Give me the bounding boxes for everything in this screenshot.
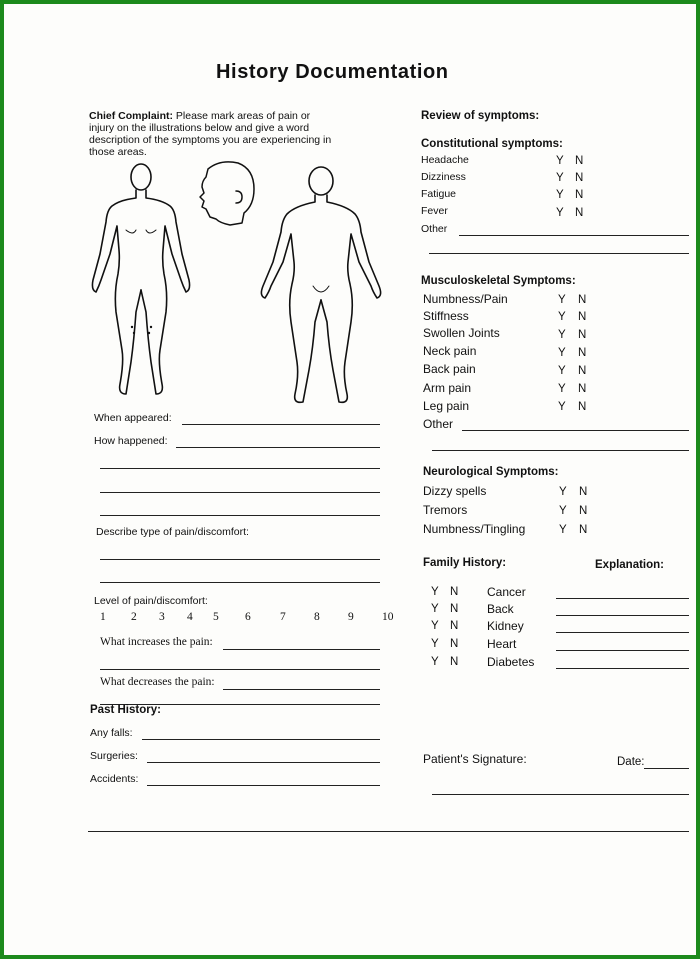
dizzy-spells-yes[interactable]: Y: [559, 486, 567, 498]
numbness-tingling-no[interactable]: N: [579, 524, 588, 536]
musculoskeletal-other-line-2[interactable]: [432, 450, 689, 451]
symptom-leg-pain: Leg pain: [423, 399, 470, 413]
date-label: Date:: [617, 756, 645, 768]
chief-complaint-label: Chief Complaint:: [89, 110, 173, 122]
fatigue-no[interactable]: N: [575, 189, 584, 201]
diabetes-explanation-input[interactable]: [556, 668, 689, 669]
pain-scale-10[interactable]: 10: [382, 611, 394, 623]
heart-yes[interactable]: Y: [431, 638, 439, 650]
dizzy-spells-no[interactable]: N: [579, 486, 588, 498]
explanation-heading: Explanation:: [595, 559, 665, 571]
pain-scale-4[interactable]: 4: [187, 611, 193, 623]
decreases-pain-label: What decreases the pain:: [100, 676, 215, 688]
symptom-neck-pain: Neck pain: [423, 344, 477, 358]
musculoskeletal-other-label: Other: [423, 417, 454, 431]
swollen-joints-yes[interactable]: Y: [558, 329, 566, 341]
numbness-pain-yes[interactable]: Y: [558, 294, 566, 306]
symptom-fever: Fever: [421, 205, 448, 217]
body-back-illustration[interactable]: [257, 166, 387, 411]
numbness-pain-no[interactable]: N: [578, 294, 587, 306]
past-history-heading: Past History:: [90, 704, 161, 716]
increases-pain-label: What increases the pain:: [100, 636, 213, 648]
diabetes-yes[interactable]: Y: [431, 656, 439, 668]
pain-scale-3[interactable]: 3: [159, 611, 165, 623]
form-page: [4, 4, 696, 955]
headache-yes[interactable]: Y: [556, 155, 564, 167]
swollen-joints-no[interactable]: N: [578, 329, 587, 341]
kidney-explanation-input[interactable]: [556, 632, 689, 633]
kidney-yes[interactable]: Y: [431, 620, 439, 632]
pain-level-label: Level of pain/discomfort:: [94, 595, 208, 607]
chief-complaint-block: [89, 110, 331, 158]
how-happened-line-2[interactable]: [100, 468, 380, 469]
cancer-no[interactable]: N: [450, 586, 459, 598]
heart-no[interactable]: N: [450, 638, 459, 650]
when-appeared-input[interactable]: [182, 424, 380, 425]
musculoskeletal-heading: Musculoskeletal Symptoms:: [421, 275, 576, 287]
back-yes[interactable]: Y: [431, 603, 439, 615]
fever-no[interactable]: N: [575, 207, 584, 219]
family-kidney: Kidney: [487, 619, 524, 633]
pain-scale-5[interactable]: 5: [213, 611, 219, 623]
describe-pain-line-2[interactable]: [100, 582, 380, 583]
leg-pain-no[interactable]: N: [578, 401, 587, 413]
symptom-swollen-joints: Swollen Joints: [423, 326, 500, 340]
back-pain-yes[interactable]: Y: [558, 365, 566, 377]
pain-scale-8[interactable]: 8: [314, 611, 320, 623]
decreases-pain-input[interactable]: [223, 689, 380, 690]
symptom-stiffness: Stiffness: [423, 309, 469, 323]
family-back: Back: [487, 602, 514, 616]
symptom-arm-pain: Arm pain: [423, 381, 472, 395]
neurological-heading: Neurological Symptoms:: [423, 466, 559, 478]
pain-scale-2[interactable]: 2: [131, 611, 137, 623]
chief-complaint-line-4: those areas.: [89, 146, 147, 158]
surgeries-input[interactable]: [147, 762, 380, 763]
increases-pain-input[interactable]: [223, 649, 380, 650]
stiffness-no[interactable]: N: [578, 311, 587, 323]
symptom-dizzy-spells: Dizzy spells: [423, 484, 487, 498]
tremors-yes[interactable]: Y: [559, 505, 567, 517]
arm-pain-no[interactable]: N: [578, 383, 587, 395]
any-falls-input[interactable]: [142, 739, 380, 740]
cancer-explanation-input[interactable]: [556, 598, 689, 599]
pain-scale-6[interactable]: 6: [245, 611, 251, 623]
how-happened-line-4[interactable]: [100, 515, 380, 516]
describe-pain-label: Describe type of pain/discomfort:: [96, 526, 249, 538]
review-heading: Review of symptoms:: [421, 110, 540, 122]
family-history-heading: Family History:: [423, 557, 507, 569]
chief-complaint-line-3: description of the symptoms you are experiencing in: [89, 134, 332, 146]
cancer-yes[interactable]: Y: [431, 586, 439, 598]
headache-no[interactable]: N: [575, 155, 584, 167]
back-no[interactable]: N: [450, 603, 459, 615]
constitutional-heading: Constitutional symptoms:: [421, 138, 563, 150]
leg-pain-yes[interactable]: Y: [558, 401, 566, 413]
dizziness-no[interactable]: N: [575, 172, 584, 184]
symptom-back-pain: Back pain: [423, 362, 476, 376]
pain-scale-1[interactable]: 1: [100, 611, 106, 623]
chief-complaint-line-2: injury on the illustrations below and give a word: [89, 122, 310, 134]
constitutional-other-line-2[interactable]: [429, 253, 689, 254]
tremors-no[interactable]: N: [579, 505, 588, 517]
neck-pain-no[interactable]: N: [578, 347, 587, 359]
fever-yes[interactable]: Y: [556, 207, 564, 219]
kidney-no[interactable]: N: [450, 620, 459, 632]
fatigue-yes[interactable]: Y: [556, 189, 564, 201]
head-profile-illustration[interactable]: [190, 157, 260, 229]
describe-pain-line-1[interactable]: [100, 559, 380, 560]
how-happened-label: How happened:: [94, 435, 168, 447]
symptom-tremors: Tremors: [423, 503, 468, 517]
date-input[interactable]: [644, 768, 689, 769]
surgeries-label: Surgeries:: [90, 750, 138, 762]
numbness-tingling-yes[interactable]: Y: [559, 524, 567, 536]
stiffness-yes[interactable]: Y: [558, 311, 566, 323]
musculoskeletal-other-input[interactable]: [462, 430, 689, 431]
pain-scale-7[interactable]: 7: [280, 611, 286, 623]
neck-pain-yes[interactable]: Y: [558, 347, 566, 359]
bottom-divider: [88, 831, 689, 832]
patient-signature-label: Patient's Signature:: [423, 752, 527, 766]
symptom-headache: Headache: [421, 154, 469, 166]
body-front-illustration[interactable]: [90, 162, 195, 407]
any-falls-label: Any falls:: [90, 727, 133, 739]
how-happened-input[interactable]: [176, 447, 380, 448]
symptom-numbness-pain: Numbness/Pain: [423, 292, 508, 306]
signature-input[interactable]: [432, 794, 689, 795]
dizziness-yes[interactable]: Y: [556, 172, 564, 184]
arm-pain-yes[interactable]: Y: [558, 383, 566, 395]
constitutional-other-label: Other: [421, 223, 448, 235]
back-explanation-input[interactable]: [556, 615, 689, 616]
pain-scale-9[interactable]: 9: [348, 611, 354, 623]
family-heart: Heart: [487, 637, 517, 651]
heart-explanation-input[interactable]: [556, 650, 689, 651]
symptom-dizziness: Dizziness: [421, 171, 466, 183]
how-happened-line-3[interactable]: [100, 492, 380, 493]
chief-complaint-line-1: Please mark areas of pain or: [173, 110, 311, 122]
family-diabetes: Diabetes: [487, 655, 535, 669]
increases-pain-line-2[interactable]: [100, 669, 380, 670]
when-appeared-label: When appeared:: [94, 412, 172, 424]
back-pain-no[interactable]: N: [578, 365, 587, 377]
symptom-fatigue: Fatigue: [421, 188, 457, 200]
diabetes-no[interactable]: N: [450, 656, 459, 668]
symptom-numbness-tingling: Numbness/Tingling: [423, 522, 526, 536]
page-title: History Documentation: [216, 61, 449, 83]
constitutional-other-input[interactable]: [459, 235, 689, 236]
accidents-label: Accidents:: [90, 773, 139, 785]
accidents-input[interactable]: [147, 785, 380, 786]
family-cancer: Cancer: [487, 585, 526, 599]
